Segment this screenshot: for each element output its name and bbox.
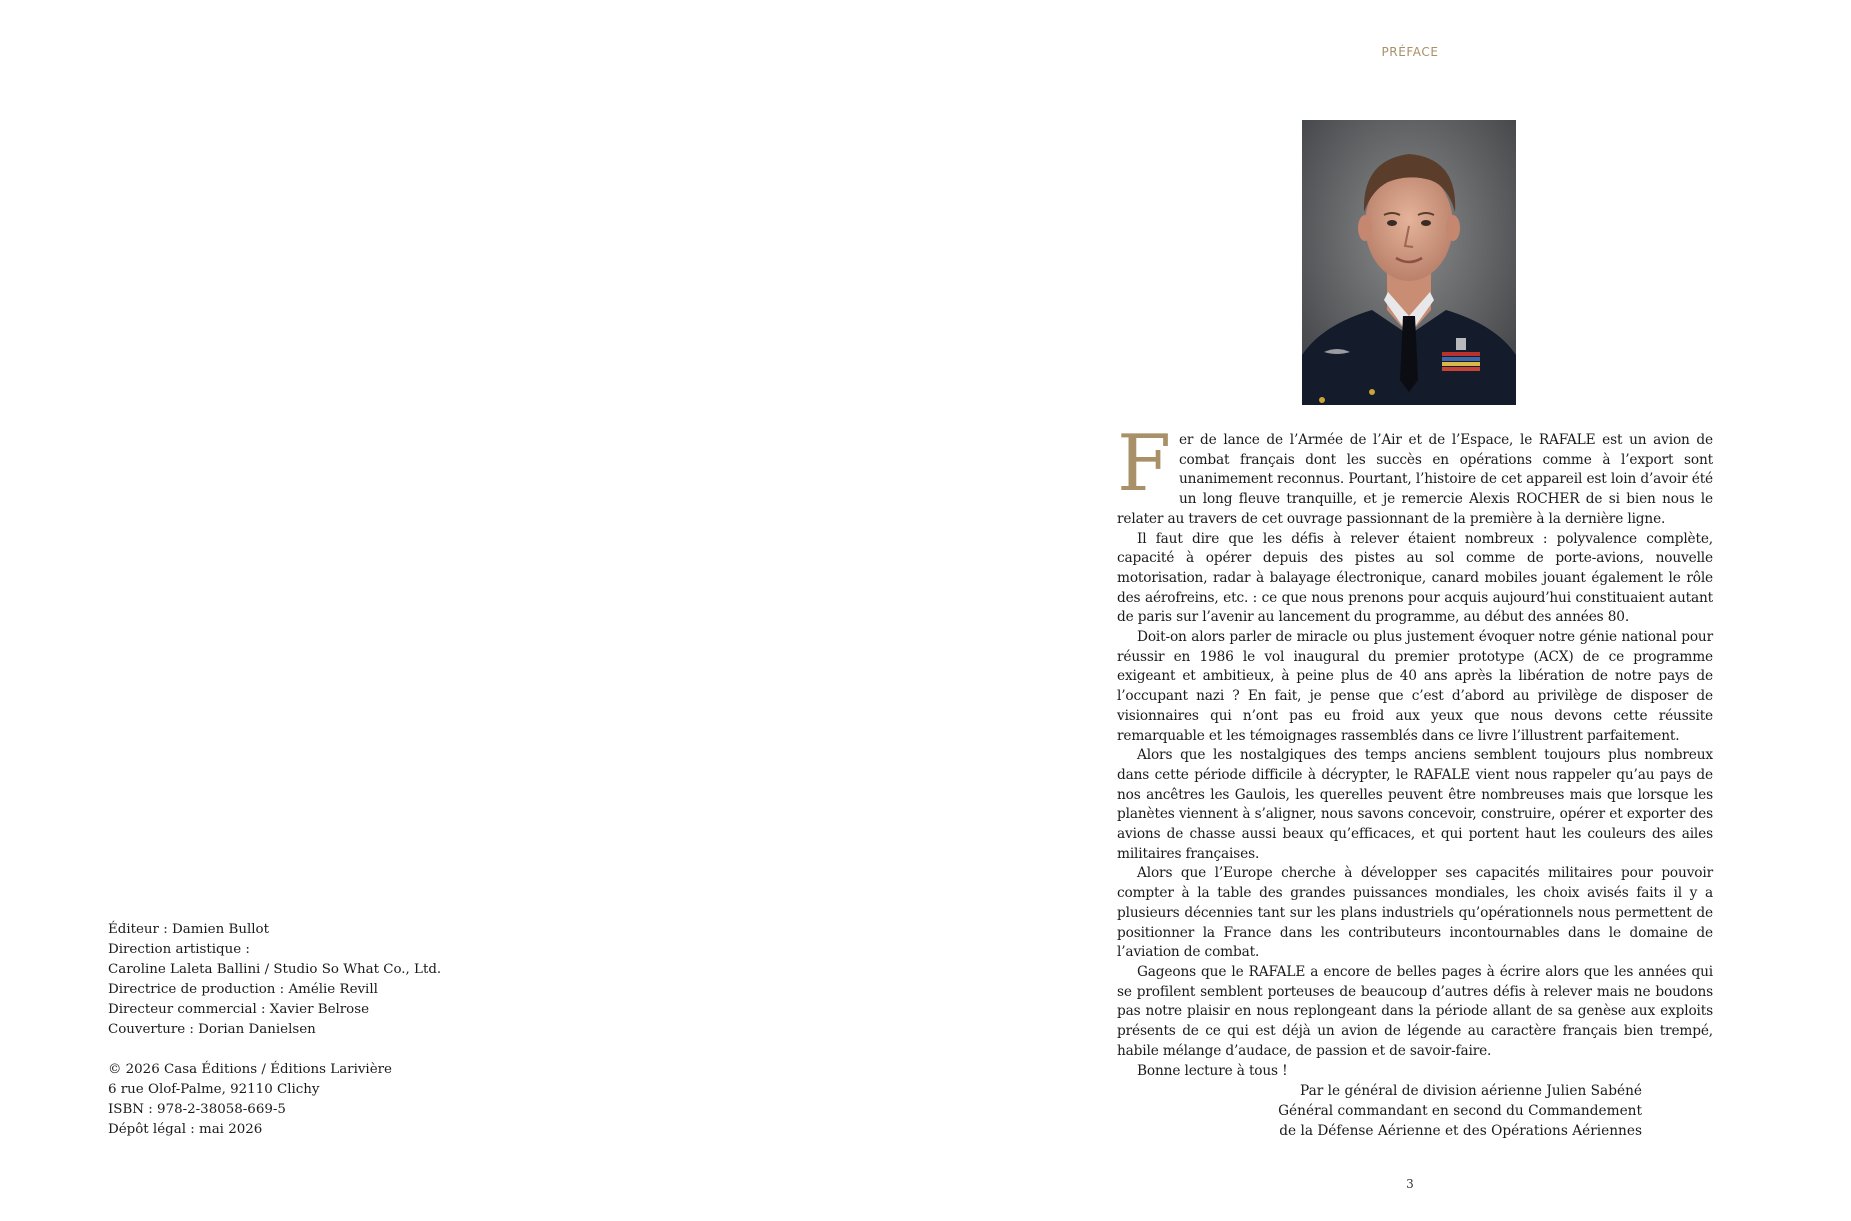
paragraph: Doit-on alors parler de miracle ou plus justement évoquer notre génie national pour réussir en 1986 le vol inaugural du premier prototype (ACX) de ce programme exigeant et ambitieux, à peine plus de 40 ans après la libération de notre pays de l’occupant nazi ? En fait, je pense que c’est d’abord au privilège de disposer de visionnaires qui n’ont pas eu froid aux yeux que nous devons cette réussite remarquable et les témoignages rassemblés dans ce livre l’illustrent parfaitement. <box>1117 629 1713 744</box>
legal-line: © 2026 Casa Éditions / Éditions Larivière <box>108 1062 392 1077</box>
paragraph: Fer de lance de l’Armée de l’Air et de l’Espace, le RAFALE est un avion de combat français dont les succès en opérations comme à l’export sont unanimement reconnus. Pourtant, l’histoire de cet appareil est loin d’avoir été un long fleuve tranquille, et je remercie Alexis ROCHER de si bien nous le relater au travers de cet ouvrage passionnant de la première à la dernière ligne. <box>1117 419 1713 527</box>
credit-line: Directeur commercial : Xavier Belrose <box>108 1002 370 1017</box>
section-label: PRÉFACE <box>1381 45 1439 59</box>
paragraph: Alors que les nostalgiques des temps anciens semblent toujours plus nombreux dans cette période difficile à décrypter, le RAFALE vient nous rappeler qu’au pays de nos ancêtres les Gaulois, les querelles peuvent être nombreuses mais que lorsque les planètes viennent à s’aligner, nous savons concevoir, construire, opérer et exporter des avions de chasse aussi beaux qu’efficaces, et qui portent haut les couleurs des ailes militaires françaises. <box>1117 747 1713 862</box>
paragraph: Bonne lecture à tous ! <box>1137 1062 1288 1079</box>
author-portrait <box>1302 120 1516 405</box>
signature-line: de la Défense Aérienne et des Opérations Aériennes <box>1279 1123 1642 1139</box>
paragraph: Gageons que le RAFALE a encore de belles pages à écrire alors que les années qui se profilent semblent porteuses de beaucoup d’autres défis à relever mais ne boudons pas notre plaisir en nous replongeant dans la période allant de sa genèse aux exploits présents de ce qui est déjà un avion de légende au caractère français bien trempé, habile mélange d’audace, de passion et de savoir-faire. <box>1117 963 1713 1059</box>
credit-line: Direction artistique : <box>108 942 250 957</box>
credit-line: Couverture : Dorian Danielsen <box>108 1022 316 1037</box>
credit-line: Caroline Laleta Ballini / Studio So What Co., Ltd. <box>108 962 442 977</box>
colophon <box>108 920 528 1140</box>
paragraph: Alors que l’Europe cherche à développer ses capacités militaires pour pouvoir compter à la table des grandes puissances mondiales, les choix avisés faits il y a plusieurs décennies tant sur les plans industriels qu’opérationnels nous permettent de positionner la France dans les contributeurs incontournables dans le domaine de l’aviation de combat. <box>1117 865 1713 961</box>
legal-line: ISBN : 978-2-38058-669-5 <box>108 1102 286 1117</box>
credit-line: Directrice de production : Amélie Revill <box>108 982 378 997</box>
paragraph: Il faut dire que les défis à relever étaient nombreux : polyvalence complète, capacité à opérer depuis des pistes au sol comme de porte-avions, nouvelle motorisation, radar à balayage électronique, canard mobiles jouant également le rôle des aérofreins, etc. : ce que nous prenons pour acquis aujourd’hui constituaient autant de paris sur l’avenir au lancement du programme, au début des années 80. <box>1117 530 1713 626</box>
drop-cap: F <box>1117 419 1171 509</box>
legal-line: 6 rue Olof-Palme, 92110 Clichy <box>108 1082 320 1097</box>
signature <box>1240 1081 1642 1141</box>
legal-line: Dépôt légal : mai 2026 <box>108 1122 263 1137</box>
credit-line: Éditeur : Damien Bullot <box>108 922 269 937</box>
preface-text <box>1117 419 1713 1081</box>
page-number: 3 <box>1406 1177 1414 1191</box>
signature-line: Par le général de division aérienne Julien Sabéné <box>1300 1083 1642 1099</box>
signature-line: Général commandant en second du Commandement <box>1278 1103 1642 1119</box>
